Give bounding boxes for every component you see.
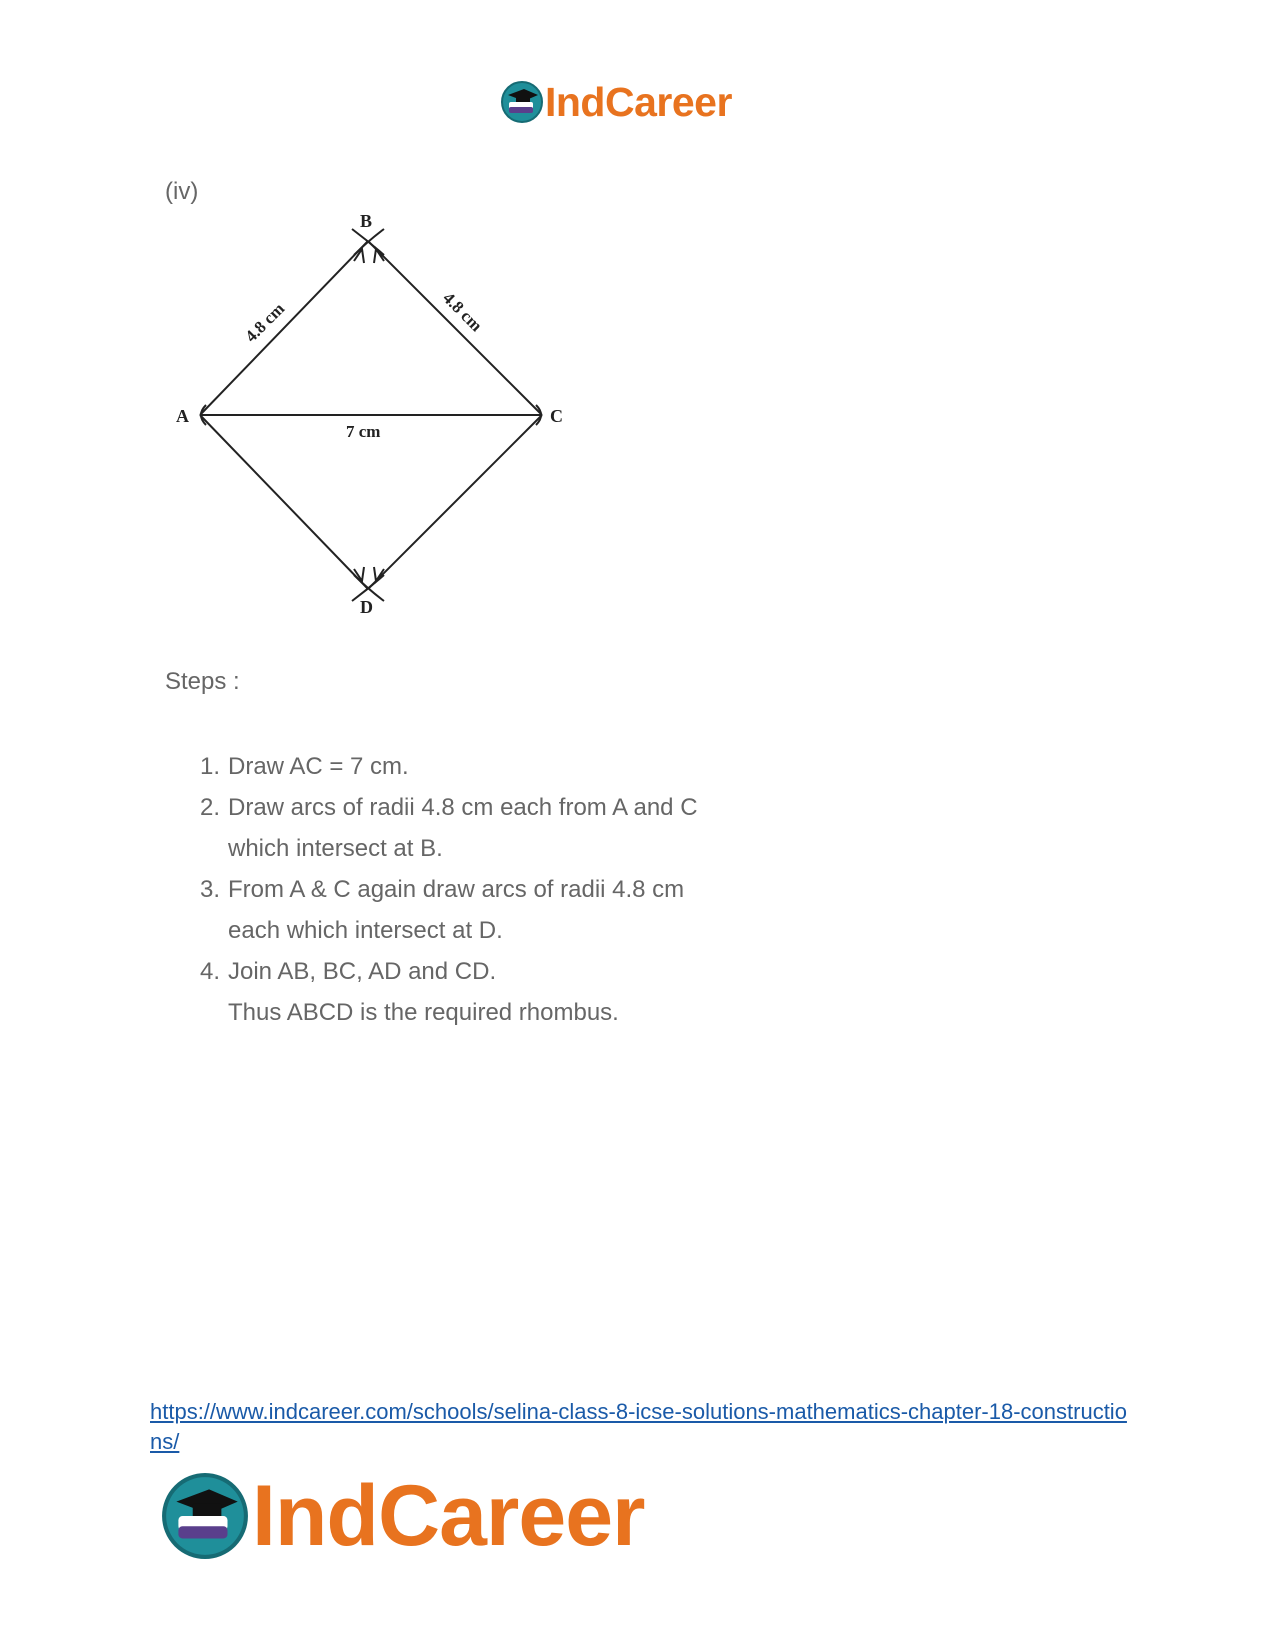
edge-label-bc: 4.8 cm: [439, 288, 486, 336]
vertex-label-d: D: [360, 597, 373, 617]
edge-label-ab: 4.8 cm: [241, 299, 289, 346]
step-line: Join AB, BC, AD and CD.: [228, 958, 497, 985]
footer-logo: [160, 1468, 645, 1564]
step-item: [200, 746, 760, 787]
edge-ab: [200, 241, 368, 415]
edge-bc: [368, 241, 542, 415]
step-number: 1.: [200, 753, 221, 780]
logo-text: IndCareer: [252, 1467, 645, 1564]
step-line: Draw AC = 7 cm.: [228, 753, 409, 780]
rhombus-diagram: [170, 215, 630, 635]
part-label: (iv): [165, 178, 199, 205]
edge-da: [200, 415, 368, 589]
source-url-link[interactable]: https://www.indcareer.com/schools/selina-class-8-icse-solutions-mathematics-chapter-18-constructions/: [150, 1399, 1127, 1454]
step-number: 4.: [200, 958, 221, 985]
vertex-label-c: C: [550, 406, 563, 426]
vertex-label-b: B: [360, 215, 373, 231]
graduation-cap-book-icon: [160, 1471, 250, 1561]
step-item: [200, 951, 760, 1033]
logo-text: IndCareer: [545, 78, 732, 125]
step-number: 3.: [200, 876, 221, 903]
step-item: [200, 869, 760, 951]
step-item: [200, 787, 760, 869]
step-line: From A & C again draw arcs of radii 4.8 cm: [228, 876, 685, 903]
header-logo: [500, 78, 732, 126]
step-line: each which intersect at D.: [228, 917, 503, 944]
graduation-cap-book-icon: [500, 80, 544, 124]
edge-cd: [368, 415, 542, 589]
step-number: 2.: [200, 794, 221, 821]
step-line: Thus ABCD is the required rhombus.: [228, 999, 619, 1026]
steps-heading: Steps :: [165, 668, 240, 695]
step-line: which intersect at B.: [228, 835, 443, 862]
step-line: Draw arcs of radii 4.8 cm each from A and C: [228, 794, 698, 821]
steps-list: [200, 746, 760, 1033]
vertex-label-a: A: [176, 406, 189, 426]
edge-label-ac: 7 cm: [346, 422, 381, 441]
